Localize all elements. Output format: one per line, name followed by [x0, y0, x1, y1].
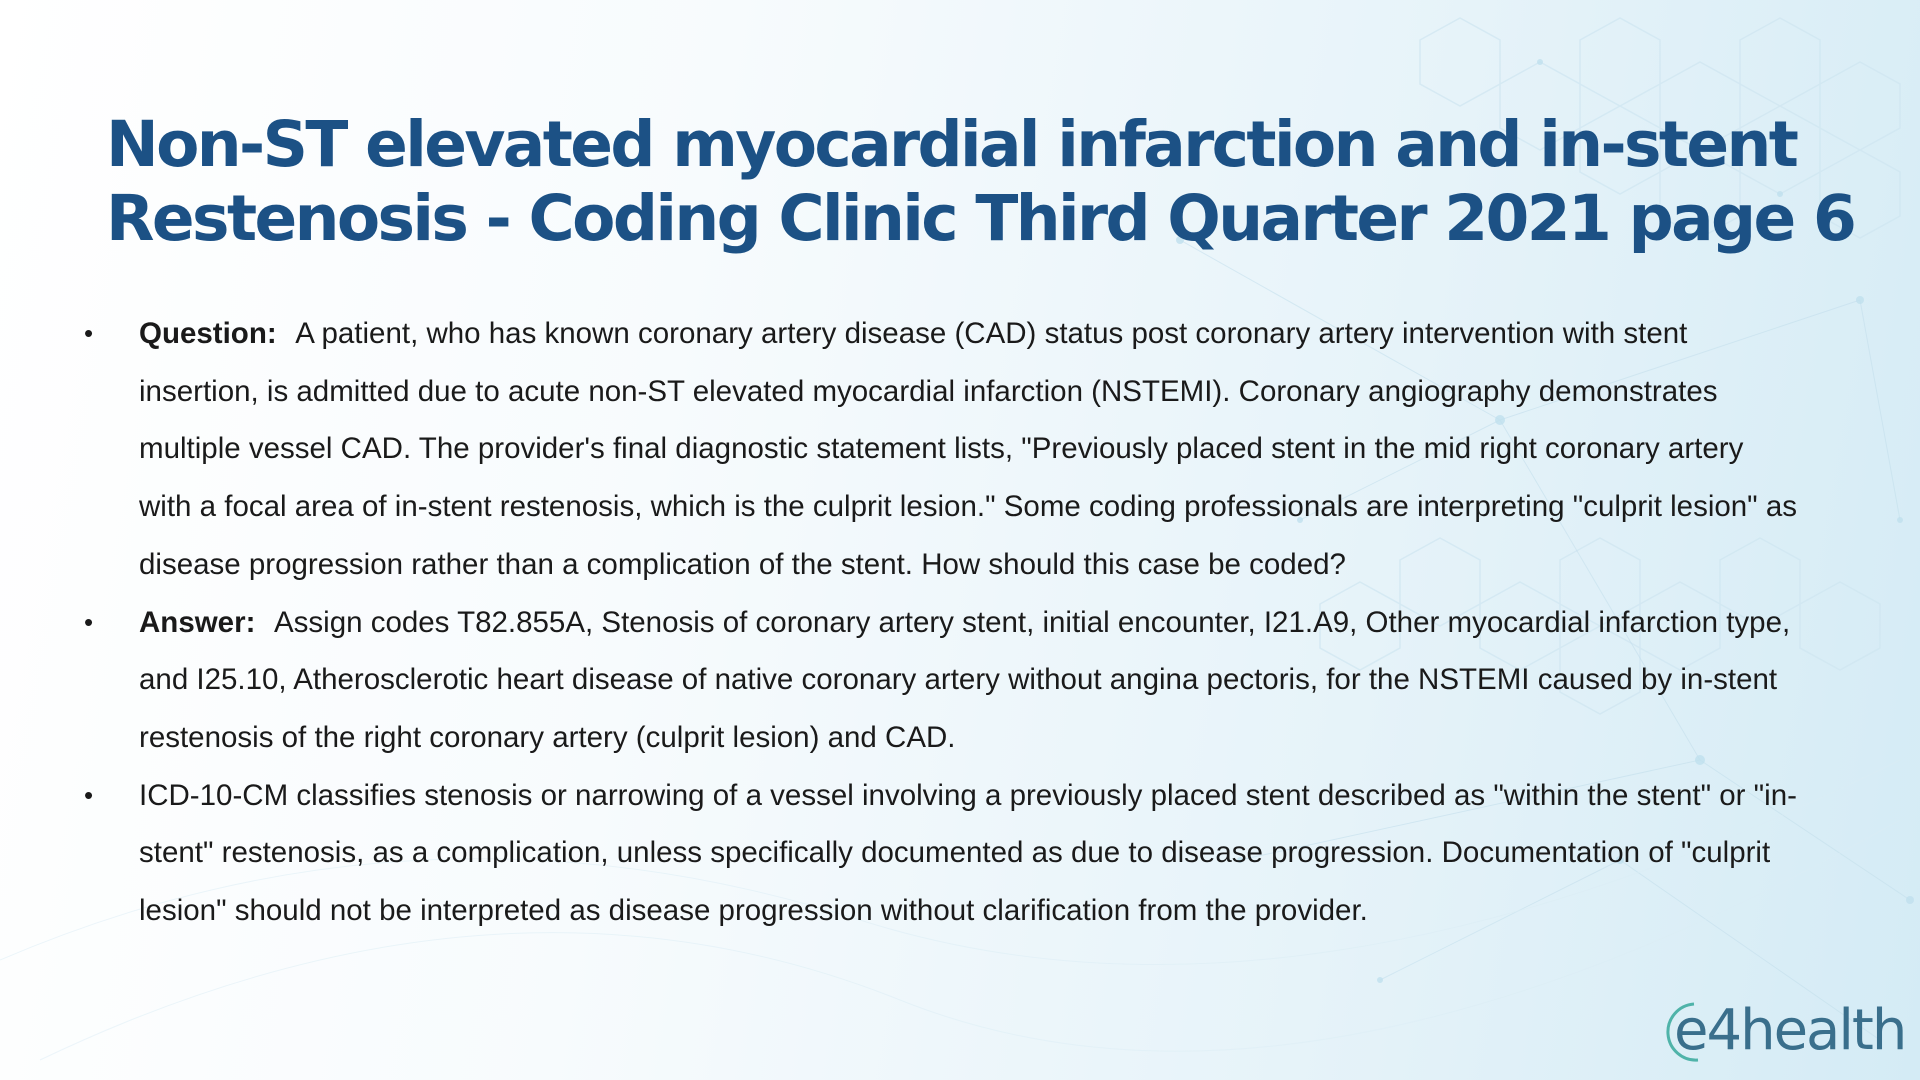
answer-text: Assign codes T82.855A, Stenosis of coronary artery stent, initial encounter, I21.A9, Other myocardial infarction type, and I25.10, Atherosclerotic heart disease of native coronary artery without angina pectoris, for the NSTEMI caused by in-stent restenosis of the right coronary artery (culprit lesion) and CAD. — [139, 605, 1791, 754]
e4health-logo — [1664, 996, 1904, 1066]
title-line-2: Restenosis - Coding Clinic Third Quarter 2021 page 6 — [106, 181, 1855, 255]
question-text: A patient, who has known coronary artery disease (CAD) status post coronary artery intervention with stent insertion, is admitted due to acute non-ST elevated myocardial infarction (NSTEMI). Coronary angiography demonstrates multiple vessel CAD. The provider's final diagnostic statement lists, "Previously placed stent in the mid right coronary artery with a focal area of in-stent restenosis, which is the culprit lesion." Some coding professionals are interpreting "culprit lesion" as disease progression rather than a complication of the stent. How should this case be coded? — [139, 317, 1798, 581]
bullet-answer — [82, 594, 1802, 767]
slide-title — [106, 108, 1886, 255]
logo-text: e4health — [1674, 998, 1906, 1063]
bullet-dot-icon: • — [84, 606, 94, 637]
answer-label: Answer: — [139, 605, 256, 639]
bullet-dot-icon: • — [84, 318, 94, 348]
question-label: Question: — [139, 317, 277, 350]
classification-text: ICD-10-CM classifies stenosis or narrowing of a vessel involving a previously placed stent described as "within the stent" or "in-stent" restenosis, as a complication, unless specifically documented as due to disease progression. Documentation of "culprit lesion" should not be interpreted as disease progression without clarification from the provider. — [139, 778, 1797, 928]
bullet-dot-icon: • — [84, 779, 94, 810]
bullet-list — [82, 305, 1802, 940]
title-line-1: Non-ST elevated myocardial infarction and in-stent — [106, 108, 1797, 181]
bullet-classification — [82, 767, 1802, 940]
bullet-question — [82, 305, 1802, 594]
